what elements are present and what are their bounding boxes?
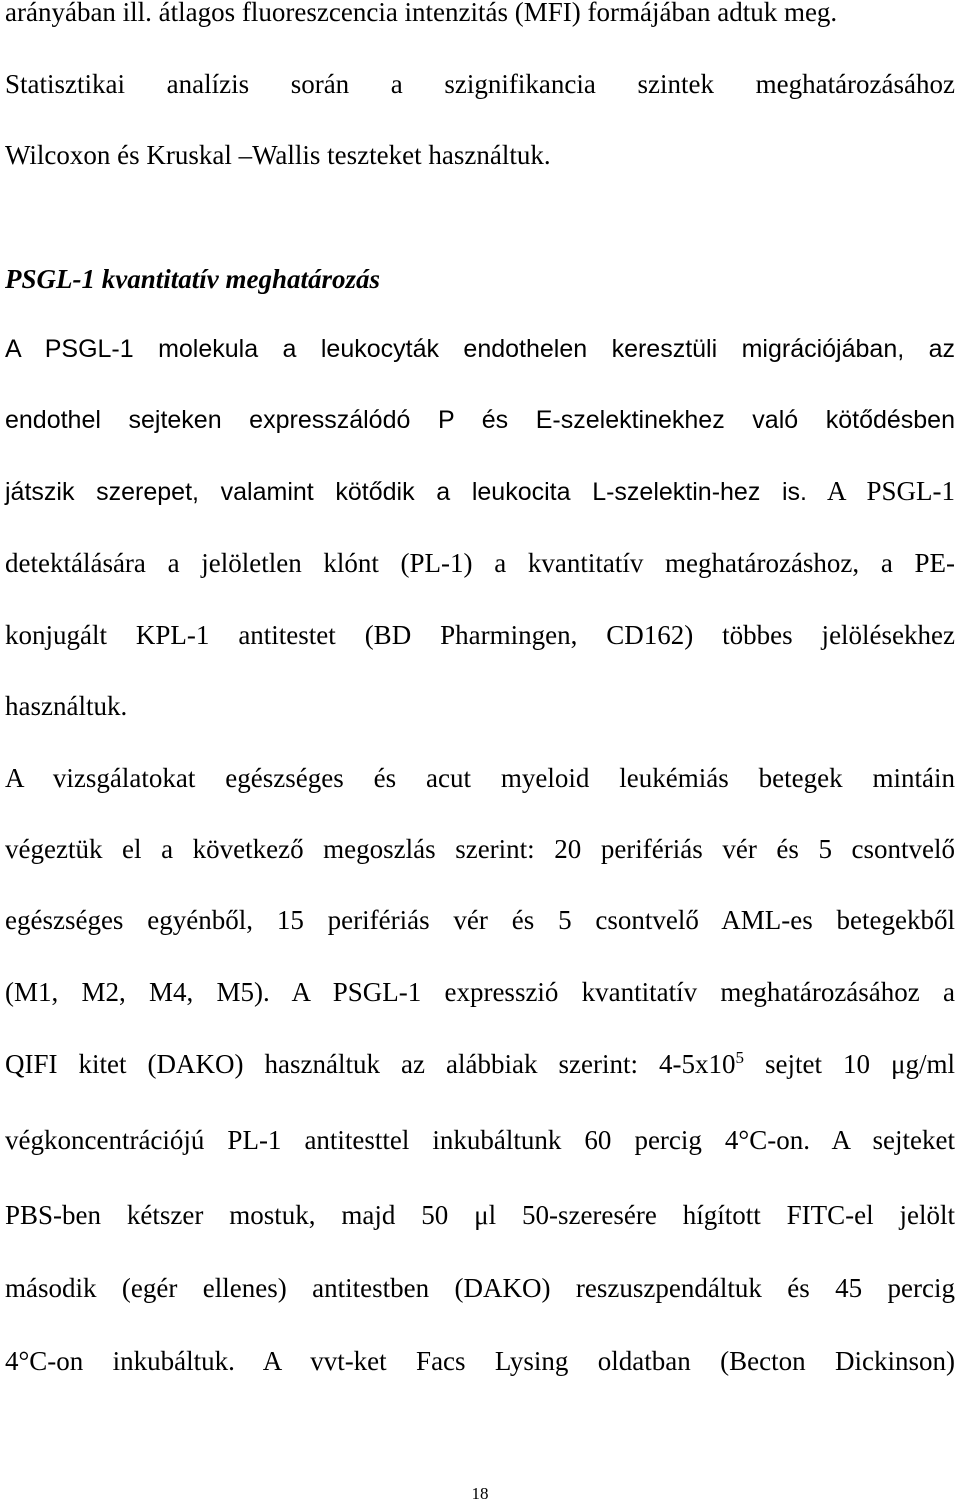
para3-line-6: végkoncentrációjú PL-1 antitesttel inkubáltunk 60 percig 4°C-on. A sejteket (5, 1125, 955, 1155)
para3-line-5-post: sejtet 10 μg/ml (743, 1049, 955, 1079)
exponent: 5 (735, 1048, 744, 1067)
para3-line-9: 4°C-on inkubáltuk. A vvt-ket Facs Lysing oldatban (Becton Dickinson) (5, 1346, 955, 1376)
para3-line-4: (M1, M2, M4, M5). A PSGL-1 expresszió kvantitatív meghatározásához a (5, 977, 955, 1007)
para3-line-2: végeztük el a következő megoszlás szerint: 20 perifériás vér és 5 csontvelő (5, 834, 955, 864)
para2-line-4: használtuk. (5, 691, 128, 721)
para3-line-1: A vizsgálatokat egészséges és acut myeloid leukémiás betegek mintáin (5, 763, 955, 793)
para1-line-3: játszik szerepet, valamint kötődik a leukocita L-szelektin-hez is. (5, 478, 807, 506)
para3-line-5 (5, 1046, 955, 1082)
para1-line-3-row (5, 473, 955, 510)
para2-line-1-tail: A PSGL-1 (827, 476, 955, 506)
section-heading: PSGL-1 kvantitatív meghatározás (5, 264, 381, 294)
para3-line-7: PBS-ben kétszer mostuk, majd 50 μl 50-szeresére hígított FITC-el jelölt (5, 1200, 955, 1230)
intro-line-2: Statisztikai analízis során a szignifikancia szintek meghatározásához (5, 69, 955, 99)
page-number: 18 (471, 1484, 489, 1503)
intro-line-3: Wilcoxon és Kruskal –Wallis teszteket használtuk. (5, 140, 551, 170)
para3-line-3: egészséges egyénből, 15 perifériás vér és 5 csontvelő AML-es betegekből (5, 905, 955, 935)
para2-line-2: detektálására a jelöletlen klónt (PL-1) a kvantitatív meghatározáshoz, a PE- (5, 548, 955, 578)
para2-line-3: konjugált KPL-1 antitestet (BD Pharmingen, CD162) többes jelölésekhez (5, 620, 955, 650)
para1-line-2: endothel sejteken expresszálódó P és E-szelektinekhez való kötődésben (5, 406, 955, 434)
para1-line-1: A PSGL-1 molekula a leukocyták endothelen keresztüli migrációjában, az (5, 335, 955, 363)
intro-line-1: arányában ill. átlagos fluoreszcencia intenzitás (MFI) formájában adtuk meg. (5, 0, 838, 27)
para3-line-5-pre: QIFI kitet (DAKO) használtuk az alábbiak szerint: 4-5x10 (5, 1049, 736, 1079)
para3-line-8: második (egér ellenes) antitestben (DAKO) reszuszpendáltuk és 45 percig (5, 1273, 955, 1303)
